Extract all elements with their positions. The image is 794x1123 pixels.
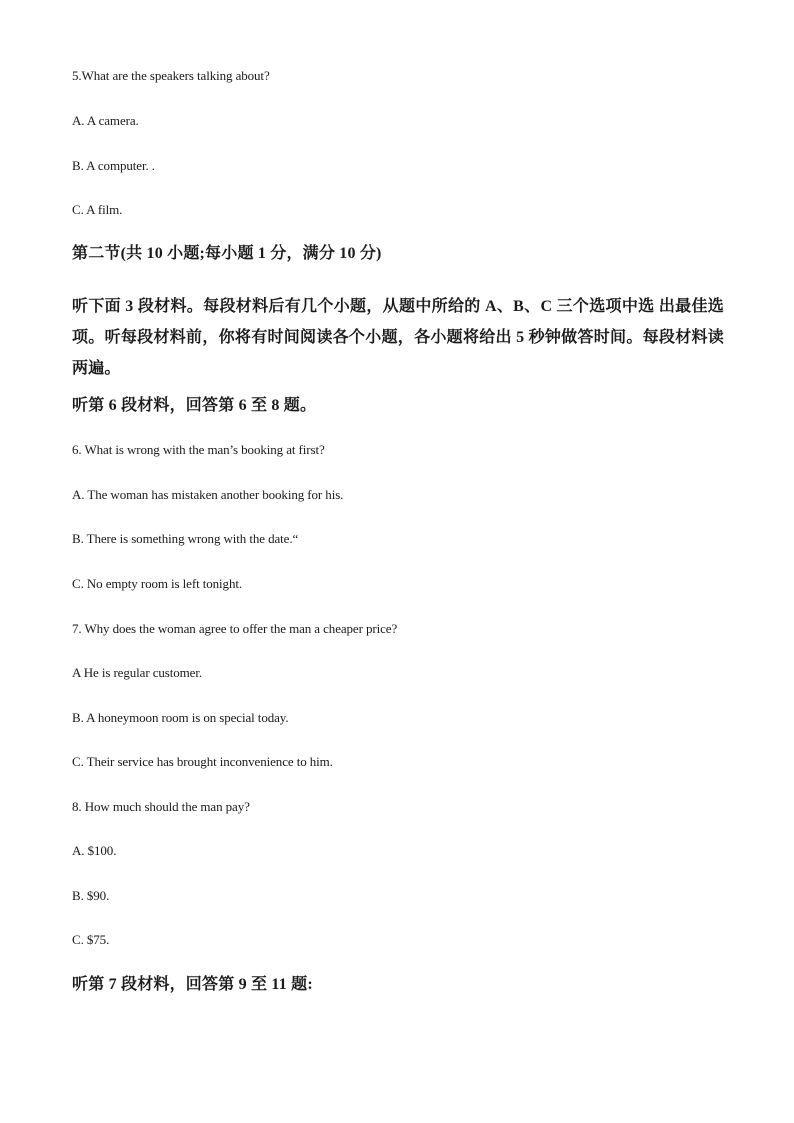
question-7-option-c: C. Their service has brought inconvenience to him. [72, 754, 333, 769]
question-8-option-b: B. $90. [72, 888, 110, 903]
question-5-option-c: C. A film. [72, 202, 123, 217]
question-7-option-a: A He is regular customer. [72, 665, 202, 680]
question-7-stem: 7. Why does the woman agree to offer the man a cheaper price? [72, 621, 398, 636]
question-8-stem: 8. How much should the man pay? [72, 799, 250, 814]
question-6-option-a: A. The woman has mistaken another booking for his. [72, 487, 344, 502]
question-5-option-b: B. A computer. . [72, 158, 155, 173]
question-8-option-a: A. $100. [72, 843, 117, 858]
passage-7-heading: 听第 7 段材料，回答第 9 至 11 题: [72, 976, 313, 993]
question-6-option-b: B. There is something wrong with the date.“ [72, 531, 299, 546]
question-6-option-c: C. No empty room is left tonight. [72, 576, 243, 591]
question-8-option-c: C. $75. [72, 932, 110, 947]
question-5-option-a: A. A camera. [72, 113, 139, 128]
section-2-heading: 第二节(共 10 小题;每小题 1 分，满分 10 分) [72, 245, 382, 262]
passage-6-heading: 听第 6 段材料，回答第 6 至 8 题。 [72, 397, 317, 414]
question-7-option-b: B. A honeymoon room is on special today. [72, 710, 289, 725]
section-instructions: 听下面 3 段材料。每段材料后有几个小题，从题中所给的 A、B、C 三个选项中选 出最佳选项。听每段材料前，你将有时间阅读各个小题，各小题将给出 5 秒钟做答时间。每段材料读两遍。 [72, 298, 724, 377]
question-6-stem: 6. What is wrong with the man’s booking at first? [72, 442, 325, 457]
question-5-stem: 5.What are the speakers talking about? [72, 68, 270, 83]
